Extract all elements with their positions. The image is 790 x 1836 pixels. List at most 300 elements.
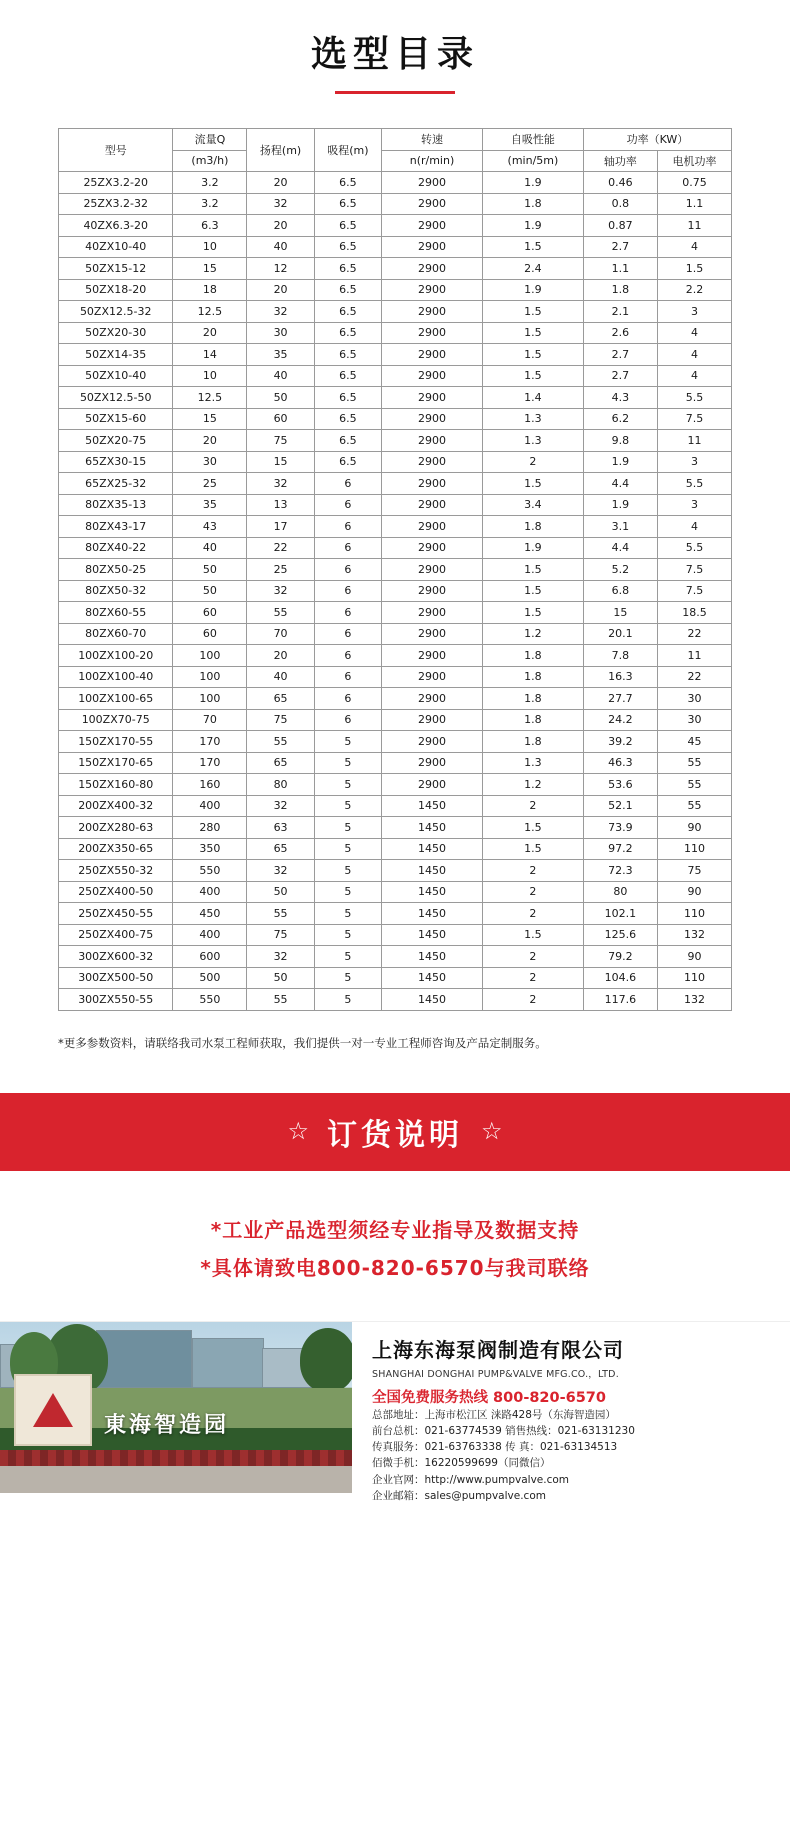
table-row (59, 322, 732, 344)
cell-flow: 550 (173, 860, 247, 882)
cell-motor-power: 5.5 (657, 473, 731, 495)
cell-self-priming: 1.9 (482, 172, 583, 194)
cell-suction: 5 (314, 946, 381, 968)
cell-suction: 5 (314, 731, 381, 753)
cell-suction: 5 (314, 989, 381, 1011)
cell-head: 63 (247, 817, 314, 839)
cell-self-priming: 1.5 (482, 365, 583, 387)
cell-model: 80ZX35-13 (59, 494, 173, 516)
cell-self-priming: 2 (482, 903, 583, 925)
header-suction: 吸程(m) (314, 129, 381, 172)
cell-shaft-power: 39.2 (583, 731, 657, 753)
cell-suction: 5 (314, 795, 381, 817)
cell-head: 32 (247, 946, 314, 968)
cell-speed: 1450 (382, 860, 483, 882)
header-power: 功率（KW） (583, 129, 731, 151)
cell-head: 60 (247, 408, 314, 430)
cell-model: 200ZX350-65 (59, 838, 173, 860)
cell-model: 65ZX30-15 (59, 451, 173, 473)
order-note-2: *具体请致电800-820-6570与我司联络 (200, 1255, 590, 1280)
cell-motor-power: 110 (657, 903, 731, 925)
cell-motor-power: 3 (657, 301, 731, 323)
cell-model: 80ZX43-17 (59, 516, 173, 538)
cell-motor-power: 90 (657, 817, 731, 839)
cell-head: 40 (247, 236, 314, 258)
cell-model: 40ZX10-40 (59, 236, 173, 258)
cell-self-priming: 1.5 (482, 838, 583, 860)
cell-head: 55 (247, 602, 314, 624)
cell-suction: 6.5 (314, 193, 381, 215)
cell-head: 55 (247, 903, 314, 925)
cell-flow: 280 (173, 817, 247, 839)
table-row (59, 709, 732, 731)
cell-shaft-power: 6.8 (583, 580, 657, 602)
cell-model: 50ZX20-30 (59, 322, 173, 344)
cell-shaft-power: 4.4 (583, 473, 657, 495)
cell-head: 65 (247, 688, 314, 710)
cell-shaft-power: 24.2 (583, 709, 657, 731)
table-row (59, 666, 732, 688)
footer-info (352, 1322, 790, 1502)
contact-mobile: 佰微手机：16220599699（同微信） (372, 1457, 551, 1470)
cell-motor-power: 22 (657, 666, 731, 688)
header-speed: 转速 (382, 129, 483, 151)
cell-self-priming: 1.5 (482, 473, 583, 495)
cell-flow: 170 (173, 752, 247, 774)
cell-motor-power: 22 (657, 623, 731, 645)
cell-shaft-power: 104.6 (583, 967, 657, 989)
cell-suction: 5 (314, 752, 381, 774)
header-model: 型号 (59, 129, 173, 172)
cell-speed: 2900 (382, 709, 483, 731)
cell-shaft-power: 7.8 (583, 645, 657, 667)
cell-self-priming: 1.5 (482, 602, 583, 624)
cell-suction: 6.5 (314, 258, 381, 280)
tree-shape (300, 1328, 352, 1392)
photo-caption: 東海智造园 (104, 1412, 230, 1438)
header-row-1 (59, 129, 732, 151)
cell-speed: 2900 (382, 774, 483, 796)
contact-address: 总部地址：上海市松江区 涞路428号（东海智造园） (372, 1408, 616, 1421)
cell-flow: 25 (173, 473, 247, 495)
spec-table-head (59, 129, 732, 172)
cell-model: 100ZX100-65 (59, 688, 173, 710)
cell-speed: 2900 (382, 279, 483, 301)
table-row (59, 752, 732, 774)
cell-model: 65ZX25-32 (59, 473, 173, 495)
header-head: 扬程(m) (247, 129, 314, 172)
cell-suction: 6.5 (314, 236, 381, 258)
cell-flow: 3.2 (173, 193, 247, 215)
cell-speed: 2900 (382, 494, 483, 516)
cell-self-priming: 1.5 (482, 301, 583, 323)
cell-speed: 2900 (382, 215, 483, 237)
cell-model: 50ZX15-60 (59, 408, 173, 430)
cell-model: 250ZX400-75 (59, 924, 173, 946)
cell-speed: 1450 (382, 881, 483, 903)
cell-flow: 100 (173, 645, 247, 667)
cell-flow: 6.3 (173, 215, 247, 237)
cell-head: 80 (247, 774, 314, 796)
cell-flow: 550 (173, 989, 247, 1011)
header-shaft-power: 轴功率 (583, 150, 657, 172)
cell-suction: 5 (314, 903, 381, 925)
cell-flow: 40 (173, 537, 247, 559)
cell-model: 50ZX18-20 (59, 279, 173, 301)
cell-flow: 10 (173, 236, 247, 258)
cell-self-priming: 2.4 (482, 258, 583, 280)
cell-flow: 600 (173, 946, 247, 968)
cell-suction: 6.5 (314, 172, 381, 194)
cell-self-priming: 1.5 (482, 236, 583, 258)
cell-suction: 6.5 (314, 365, 381, 387)
cell-head: 50 (247, 387, 314, 409)
cell-speed: 2900 (382, 172, 483, 194)
header-flow: 流量Q (173, 129, 247, 151)
cell-suction: 6 (314, 473, 381, 495)
cell-speed: 2900 (382, 752, 483, 774)
cell-speed: 1450 (382, 795, 483, 817)
cell-speed: 2900 (382, 344, 483, 366)
cell-shaft-power: 125.6 (583, 924, 657, 946)
cell-model: 50ZX12.5-50 (59, 387, 173, 409)
cell-speed: 2900 (382, 688, 483, 710)
cell-model: 80ZX60-55 (59, 602, 173, 624)
cell-head: 75 (247, 924, 314, 946)
table-row (59, 430, 732, 452)
cell-self-priming: 1.2 (482, 623, 583, 645)
cell-self-priming: 1.9 (482, 537, 583, 559)
cell-head: 32 (247, 580, 314, 602)
building-shape (96, 1330, 192, 1388)
table-row (59, 172, 732, 194)
cell-self-priming: 2 (482, 989, 583, 1011)
cell-suction: 6.5 (314, 451, 381, 473)
cell-self-priming: 1.8 (482, 666, 583, 688)
cell-shaft-power: 4.3 (583, 387, 657, 409)
cell-flow: 400 (173, 881, 247, 903)
cell-motor-power: 3 (657, 494, 731, 516)
cell-head: 20 (247, 215, 314, 237)
table-row (59, 688, 732, 710)
header-self-priming-unit: (min/5m) (482, 150, 583, 172)
cell-model: 300ZX500-50 (59, 967, 173, 989)
table-row (59, 279, 732, 301)
cell-shaft-power: 6.2 (583, 408, 657, 430)
contact-phone: 前台总机：021-63774539 销售热线：021-63131230 (372, 1424, 635, 1437)
cell-shaft-power: 0.87 (583, 215, 657, 237)
cell-self-priming: 1.9 (482, 279, 583, 301)
cell-motor-power: 11 (657, 215, 731, 237)
cell-motor-power: 2.2 (657, 279, 731, 301)
cell-speed: 1450 (382, 903, 483, 925)
cell-head: 65 (247, 752, 314, 774)
cell-shaft-power: 4.4 (583, 537, 657, 559)
table-row (59, 860, 732, 882)
title-section (0, 0, 790, 94)
cell-shaft-power: 0.8 (583, 193, 657, 215)
cell-shaft-power: 52.1 (583, 795, 657, 817)
cell-shaft-power: 46.3 (583, 752, 657, 774)
cell-suction: 5 (314, 838, 381, 860)
cell-suction: 6.5 (314, 344, 381, 366)
page-title: 选型目录 (310, 34, 479, 75)
cell-speed: 2900 (382, 473, 483, 495)
cell-flow: 50 (173, 580, 247, 602)
cell-shaft-power: 0.46 (583, 172, 657, 194)
cell-shaft-power: 3.1 (583, 516, 657, 538)
building-shape (192, 1338, 264, 1388)
cell-suction: 6.5 (314, 430, 381, 452)
cell-suction: 6 (314, 645, 381, 667)
cell-motor-power: 30 (657, 688, 731, 710)
cell-shaft-power: 2.7 (583, 365, 657, 387)
table-row (59, 838, 732, 860)
cell-speed: 2900 (382, 580, 483, 602)
cell-speed: 2900 (382, 258, 483, 280)
cell-self-priming: 1.9 (482, 215, 583, 237)
cell-self-priming: 2 (482, 946, 583, 968)
cell-motor-power: 110 (657, 838, 731, 860)
cell-self-priming: 1.5 (482, 817, 583, 839)
order-notes (0, 1171, 790, 1321)
table-row (59, 903, 732, 925)
cell-motor-power: 110 (657, 967, 731, 989)
cell-self-priming: 1.5 (482, 322, 583, 344)
header-self-priming: 自吸性能 (482, 129, 583, 151)
cell-flow: 43 (173, 516, 247, 538)
cell-motor-power: 5.5 (657, 537, 731, 559)
cell-model: 200ZX400-32 (59, 795, 173, 817)
cell-head: 75 (247, 430, 314, 452)
cell-flow: 20 (173, 322, 247, 344)
cell-head: 32 (247, 473, 314, 495)
cell-self-priming: 1.5 (482, 924, 583, 946)
cell-speed: 2900 (382, 602, 483, 624)
cell-speed: 2900 (382, 516, 483, 538)
star-right-icon: ☆ (481, 1117, 503, 1145)
cell-motor-power: 55 (657, 795, 731, 817)
cell-self-priming: 3.4 (482, 494, 583, 516)
cell-head: 65 (247, 838, 314, 860)
hotline: 全国免费服务热线 800-820-6570 (372, 1389, 606, 1406)
cell-model: 50ZX20-75 (59, 430, 173, 452)
cell-shaft-power: 5.2 (583, 559, 657, 581)
cell-flow: 20 (173, 430, 247, 452)
star-left-icon: ☆ (287, 1117, 309, 1145)
cell-motor-power: 55 (657, 752, 731, 774)
cell-self-priming: 2 (482, 881, 583, 903)
cell-shaft-power: 79.2 (583, 946, 657, 968)
cell-suction: 6 (314, 494, 381, 516)
cell-self-priming: 1.5 (482, 344, 583, 366)
factory-photo (0, 1322, 352, 1493)
cell-head: 30 (247, 322, 314, 344)
cell-motor-power: 75 (657, 860, 731, 882)
cell-head: 35 (247, 344, 314, 366)
cell-motor-power: 4 (657, 365, 731, 387)
cell-suction: 6 (314, 537, 381, 559)
cell-shaft-power: 117.6 (583, 989, 657, 1011)
table-row (59, 881, 732, 903)
cell-self-priming: 1.5 (482, 580, 583, 602)
table-row (59, 365, 732, 387)
cell-model: 25ZX3.2-20 (59, 172, 173, 194)
cell-self-priming: 1.8 (482, 688, 583, 710)
cell-motor-power: 7.5 (657, 559, 731, 581)
cell-suction: 6.5 (314, 387, 381, 409)
cell-flow: 35 (173, 494, 247, 516)
cell-suction: 6 (314, 688, 381, 710)
cell-motor-power: 132 (657, 924, 731, 946)
cell-motor-power: 30 (657, 709, 731, 731)
cell-model: 80ZX50-25 (59, 559, 173, 581)
cell-model: 80ZX50-32 (59, 580, 173, 602)
cell-model: 200ZX280-63 (59, 817, 173, 839)
cell-flow: 160 (173, 774, 247, 796)
header-motor-power: 电机功率 (657, 150, 731, 172)
cell-suction: 6 (314, 580, 381, 602)
cell-motor-power: 132 (657, 989, 731, 1011)
table-row (59, 580, 732, 602)
cell-suction: 6.5 (314, 215, 381, 237)
cell-model: 50ZX15-12 (59, 258, 173, 280)
cell-speed: 2900 (382, 430, 483, 452)
table-row (59, 967, 732, 989)
cell-shaft-power: 1.1 (583, 258, 657, 280)
cell-flow: 170 (173, 731, 247, 753)
table-row (59, 236, 732, 258)
table-row (59, 387, 732, 409)
order-banner (0, 1093, 790, 1171)
cell-speed: 2900 (382, 408, 483, 430)
cell-shaft-power: 2.7 (583, 236, 657, 258)
cell-model: 150ZX170-65 (59, 752, 173, 774)
table-row (59, 408, 732, 430)
table-row (59, 817, 732, 839)
cell-speed: 1450 (382, 817, 483, 839)
cell-shaft-power: 102.1 (583, 903, 657, 925)
cell-head: 75 (247, 709, 314, 731)
cell-shaft-power: 53.6 (583, 774, 657, 796)
cell-flow: 18 (173, 279, 247, 301)
table-row (59, 623, 732, 645)
cell-suction: 6 (314, 559, 381, 581)
table-row (59, 301, 732, 323)
cell-flow: 50 (173, 559, 247, 581)
cell-suction: 6 (314, 602, 381, 624)
cell-flow: 30 (173, 451, 247, 473)
table-row (59, 795, 732, 817)
cell-self-priming: 1.8 (482, 516, 583, 538)
table-row (59, 946, 732, 968)
cell-speed: 2900 (382, 537, 483, 559)
header-flow-unit: (m3/h) (173, 150, 247, 172)
cell-suction: 6.5 (314, 279, 381, 301)
cell-shaft-power: 73.9 (583, 817, 657, 839)
cell-head: 32 (247, 795, 314, 817)
cell-self-priming: 1.8 (482, 645, 583, 667)
cell-motor-power: 55 (657, 774, 731, 796)
cell-suction: 6.5 (314, 408, 381, 430)
cell-model: 250ZX400-50 (59, 881, 173, 903)
cell-speed: 2900 (382, 387, 483, 409)
cell-head: 22 (247, 537, 314, 559)
cell-flow: 15 (173, 258, 247, 280)
cell-head: 20 (247, 645, 314, 667)
cell-head: 15 (247, 451, 314, 473)
cell-flow: 60 (173, 602, 247, 624)
flowerbed-shape (0, 1450, 352, 1466)
cell-flow: 400 (173, 924, 247, 946)
contact-website[interactable]: 企业官网：http://www.pumpvalve.com (372, 1473, 570, 1486)
cell-head: 17 (247, 516, 314, 538)
cell-speed: 1450 (382, 924, 483, 946)
cell-head: 12 (247, 258, 314, 280)
cell-head: 40 (247, 365, 314, 387)
cell-speed: 2900 (382, 301, 483, 323)
table-row (59, 924, 732, 946)
cell-head: 50 (247, 967, 314, 989)
cell-model: 100ZX100-40 (59, 666, 173, 688)
cell-shaft-power: 16.3 (583, 666, 657, 688)
cell-motor-power: 1.5 (657, 258, 731, 280)
cell-speed: 1450 (382, 989, 483, 1011)
cell-suction: 6 (314, 516, 381, 538)
cell-head: 25 (247, 559, 314, 581)
cell-motor-power: 90 (657, 946, 731, 968)
cell-motor-power: 11 (657, 430, 731, 452)
cell-head: 20 (247, 172, 314, 194)
cell-shaft-power: 15 (583, 602, 657, 624)
cell-speed: 1450 (382, 967, 483, 989)
cell-motor-power: 90 (657, 881, 731, 903)
company-name-cn: 上海东海泵阀制造有限公司 (372, 1337, 624, 1362)
cell-model: 300ZX550-55 (59, 989, 173, 1011)
cell-self-priming: 1.3 (482, 408, 583, 430)
cell-flow: 500 (173, 967, 247, 989)
cell-speed: 2900 (382, 623, 483, 645)
contact-fax: 传真服务：021-63763338 传 真：021-63134513 (372, 1441, 618, 1454)
cell-motor-power: 4 (657, 516, 731, 538)
cell-suction: 5 (314, 967, 381, 989)
cell-model: 100ZX100-20 (59, 645, 173, 667)
cell-self-priming: 2 (482, 860, 583, 882)
cell-shaft-power: 1.9 (583, 451, 657, 473)
spec-table-body (59, 172, 732, 1011)
cell-suction: 6 (314, 666, 381, 688)
cell-self-priming: 1.8 (482, 193, 583, 215)
header-speed-unit: n(r/min) (382, 150, 483, 172)
cell-motor-power: 3 (657, 451, 731, 473)
cell-self-priming: 1.8 (482, 709, 583, 731)
cell-self-priming: 2 (482, 967, 583, 989)
table-row (59, 258, 732, 280)
contact-email[interactable]: 企业邮箱：sales@pumpvalve.com (372, 1489, 546, 1502)
cell-motor-power: 18.5 (657, 602, 731, 624)
cell-model: 80ZX40-22 (59, 537, 173, 559)
cell-flow: 60 (173, 623, 247, 645)
table-note: *更多参数资料，请联络我司水泵工程师获取，我们提供一对一专业工程师咨询及产品定制服务。 (58, 1035, 547, 1050)
cell-shaft-power: 1.8 (583, 279, 657, 301)
cell-shaft-power: 2.6 (583, 322, 657, 344)
cell-shaft-power: 72.3 (583, 860, 657, 882)
cell-model: 80ZX60-70 (59, 623, 173, 645)
cell-motor-power: 4 (657, 344, 731, 366)
cell-self-priming: 1.2 (482, 774, 583, 796)
cell-speed: 2900 (382, 236, 483, 258)
table-row (59, 602, 732, 624)
